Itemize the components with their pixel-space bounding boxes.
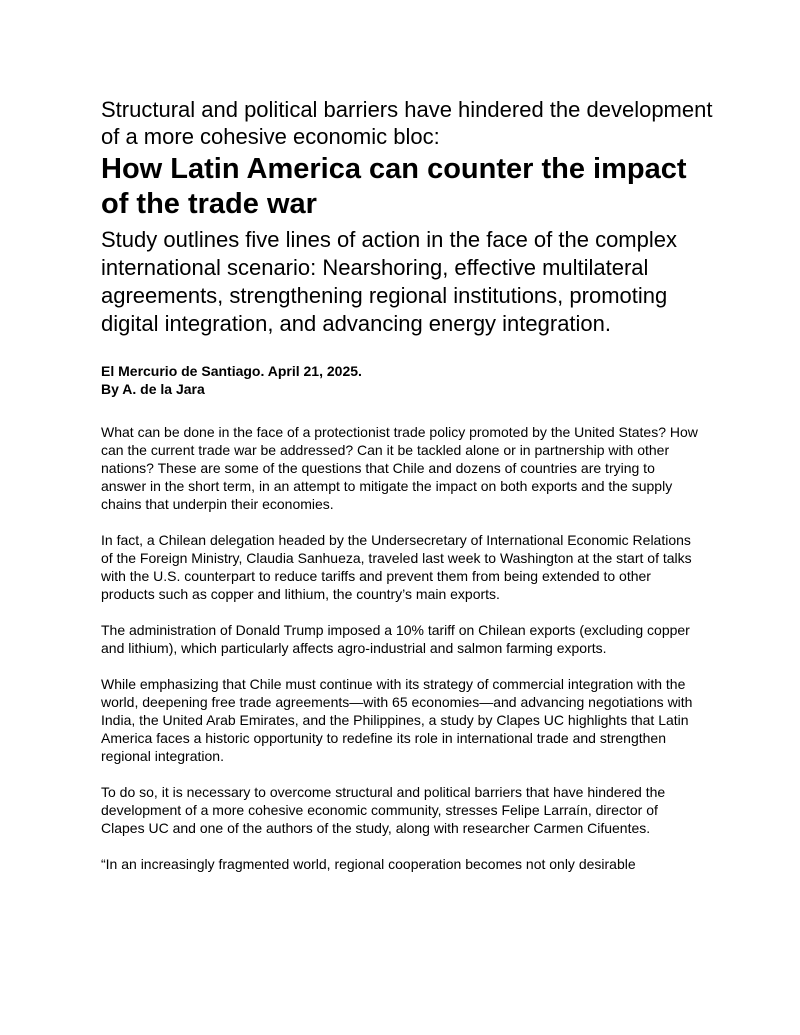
article-kicker: Structural and political barriers have hindered the development of a more cohesive economic bloc: — [101, 97, 713, 149]
body-paragraph: To do so, it is necessary to overcome structural and political barriers that have hindered the development of a more cohesive economic community, stresses Felipe Larraín, director of Clapes UC and one of the authors of the study, along with researcher Carmen Cifuentes. — [101, 784, 666, 836]
author-line: By A. de la Jara — [101, 381, 205, 397]
article-headline: How Latin America can counter the impact of the trade war — [101, 153, 687, 220]
body-paragraph: What can be done in the face of a protectionist trade policy promoted by the United States? How can the current trade war be addressed? Can it be tackled alone or in partnership with other nations? These are some of the questions that Chile and dozens of countries are trying to answer in the short term, in an attempt to mitigate the impact on both exports and the supply chains that underpin their economies. — [101, 424, 698, 512]
article-deck: Study outlines five lines of action in the face of the complex international scenario: Nearshoring, effective multilateral agreements, strengthening regional institutions, promoting digital integration, and advancing energy integration. — [101, 227, 677, 336]
article — [101, 96, 721, 891]
byline — [101, 362, 721, 398]
body-paragraph: “In an increasingly fragmented world, regional cooperation becomes not only desirable — [101, 856, 636, 872]
body-paragraph: In fact, a Chilean delegation headed by the Undersecretary of International Economic Relations of the Foreign Ministry, Claudia Sanhueza, traveled last week to Washington at the start of talks with the U.S. counterpart to reduce tariffs and prevent them from being extended to other products such as copper and lithium, the country’s main exports. — [101, 532, 692, 602]
body-paragraph: While emphasizing that Chile must continue with its strategy of commercial integration with the world, deepening free trade agreements—with 65 economies—and advancing negotiations with India, the United Arab Emirates, and the Philippines, a study by Clapes UC highlights that Latin America faces a historic opportunity to redefine its role in international trade and strengthen regional integration. — [101, 676, 693, 764]
body-paragraph: The administration of Donald Trump imposed a 10% tariff on Chilean exports (excluding copper and lithium), which particularly affects agro-industrial and salmon farming exports. — [101, 622, 690, 656]
article-body — [101, 423, 721, 873]
source-line: El Mercurio de Santiago. April 21, 2025. — [101, 363, 362, 379]
